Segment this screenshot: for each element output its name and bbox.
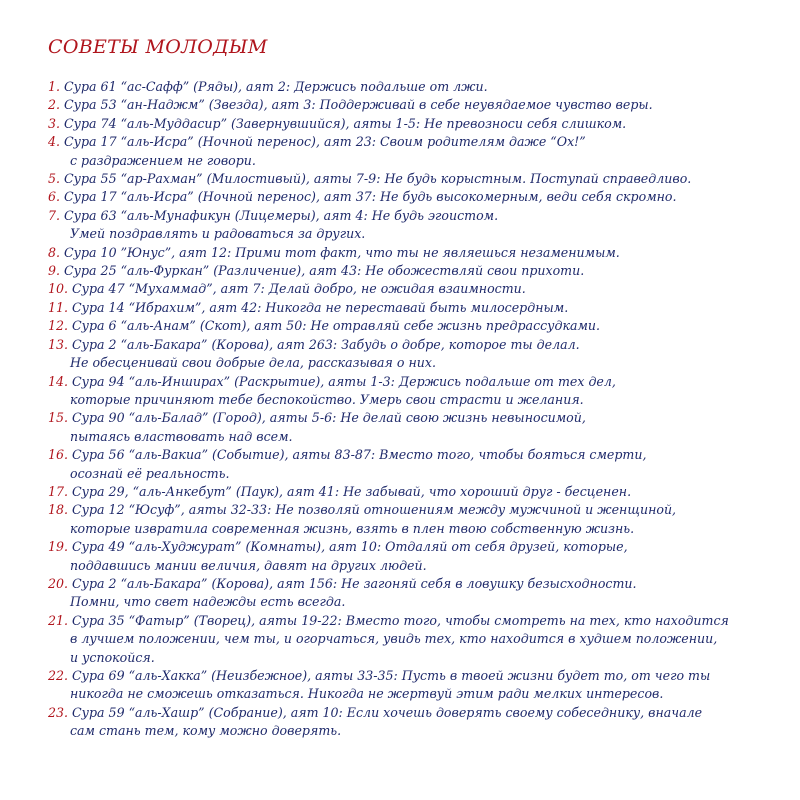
list-item-text: Сура 55 “ар-Рахман” (Милостивый), аяты 7-9: Не будь корыстным. Поступай справедливо. <box>64 171 692 187</box>
list-item-continuation <box>48 520 788 538</box>
list-item-line <box>48 446 788 464</box>
list-item-number: 18. <box>48 502 69 518</box>
list-item-number: 9. <box>48 263 61 279</box>
list-item-number: 5. <box>48 171 61 187</box>
list-item-line <box>48 115 788 133</box>
list-item-line <box>48 207 788 225</box>
list-item-number: 16. <box>48 447 69 463</box>
list-item-text: сам стань тем, кому можно доверять. <box>70 723 342 739</box>
list-item-text: в лучшем положении, чем ты, и огорчаться, увидь тех, кто находится в худшем положении, <box>70 631 718 647</box>
list-item-number: 12. <box>48 318 69 334</box>
list-item-number: 13. <box>48 336 69 352</box>
list-item-continuation <box>48 465 788 483</box>
page-title: СОВЕТЫ МОЛОДЫМ <box>48 36 268 58</box>
list-item-continuation <box>48 391 788 409</box>
list-item-continuation <box>48 225 788 243</box>
list-item-text: Сура 56 “аль-Вакиа” (Событие), аяты 83-87: Вместо того, чтобы бояться смерти, <box>72 447 647 463</box>
list-item-continuation <box>48 152 788 170</box>
list-item-line <box>48 133 788 151</box>
list-item-line <box>48 575 788 593</box>
list-item <box>48 612 788 667</box>
list-item-text: Сура 17 “аль-Исра” (Ночной перенос), аят 23: Своим родителям даже “Ох!” <box>64 134 586 150</box>
list-item-number: 2. <box>48 97 61 113</box>
list-item <box>48 483 788 501</box>
list-item-line <box>48 667 788 685</box>
list-item-text: Сура 12 “Юсуф”, аяты 32-33: Не позволяй отношениям между мужчиной и женщиной, <box>72 502 677 518</box>
list-item-text: Сура 94 “аль-Инширах” (Раскрытие), аяты 1-3: Держись подальше от тех дел, <box>72 373 616 389</box>
list-item-text: с раздражением не говори. <box>70 152 256 168</box>
list-item <box>48 667 788 704</box>
list-item <box>48 336 788 373</box>
list-item <box>48 207 788 244</box>
list-item-continuation <box>48 685 788 703</box>
list-item-number: 7. <box>48 207 61 223</box>
list-item-text: Сура 2 “аль-Бакара” (Корова), аят 156: Не загоняй себя в ловушку безысходности. <box>72 575 637 591</box>
list-item-line <box>48 78 788 96</box>
list-item-text: Сура 25 “аль-Фуркан” (Различение), аят 43: Не обожествляй свои прихоти. <box>64 263 585 279</box>
list-item-number: 8. <box>48 244 61 260</box>
list-item-number: 6. <box>48 189 61 205</box>
list-item-number: 3. <box>48 115 61 131</box>
list-item-line <box>48 188 788 206</box>
list-item <box>48 446 788 483</box>
list-item <box>48 133 788 170</box>
list-item <box>48 170 788 188</box>
list-item-continuation <box>48 649 788 667</box>
list-item-continuation <box>48 354 788 372</box>
list-item-number: 20. <box>48 575 69 591</box>
list-item <box>48 299 788 317</box>
list-item-number: 22. <box>48 668 69 683</box>
list-item-continuation <box>48 428 788 446</box>
list-item-text: которые причиняют тебе беспокойство. Умерь свои страсти и желания. <box>70 391 584 407</box>
list-item-continuation <box>48 557 788 575</box>
list-item <box>48 115 788 133</box>
list-item-line <box>48 612 788 630</box>
list-item-text: Сура 47 “Мухаммад”, аят 7: Делай добро, не ожидая взаимности. <box>72 281 526 297</box>
list-item-line <box>48 501 788 519</box>
list-item-text: Сура 49 “аль-Худжурат” (Комнаты), аят 10: Отдаляй от себя друзей, которые, <box>72 539 628 555</box>
list-item-line <box>48 483 788 501</box>
list-item-line <box>48 170 788 188</box>
list-item-number: 10. <box>48 281 69 297</box>
list-item-continuation <box>48 630 788 648</box>
list-item <box>48 538 788 575</box>
list-item-text: Сура 90 “аль-Балад” (Город), аяты 5-6: Не делай свою жизнь невыносимой, <box>72 410 586 426</box>
list-item-text: Сура 53 “ан-Наджм” (Звезда), аят 3: Поддерживай в себе неувядаемое чувство веры. <box>64 97 653 113</box>
list-item-text: Сура 17 “аль-Исра” (Ночной перенос), аят 37: Не будь высокомерным, веди себя скромно. <box>64 189 677 205</box>
list-item-line <box>48 704 788 722</box>
list-item <box>48 704 788 741</box>
list-item-line <box>48 299 788 317</box>
list-item-text: поддавшись мании величия, давят на других людей. <box>70 557 427 573</box>
list-item-text: Помни, что свет надежды есть всегда. <box>70 594 346 610</box>
list-item-text: и успокойся. <box>70 649 155 665</box>
list-item <box>48 188 788 206</box>
list-item-line <box>48 262 788 280</box>
list-item <box>48 262 788 280</box>
list-item-text: Сура 59 “аль-Хашр” (Собрание), аят 10: Если хочешь доверять своему собеседнику, вначале <box>72 704 703 720</box>
list-item <box>48 409 788 446</box>
list-item-text: никогда не сможешь отказаться. Никогда не жертвуй этим ради мелких интересов. <box>70 686 664 702</box>
list-item-line <box>48 317 788 335</box>
list-item <box>48 317 788 335</box>
list-item <box>48 575 788 612</box>
list-item-number: 17. <box>48 483 69 499</box>
list-item <box>48 501 788 538</box>
list-item-text: Сура 63 “аль-Мунафикун (Лицемеры), аят 4: Не будь эгоистом. <box>64 207 499 223</box>
list-item-text: которые извратила современная жизнь, взять в плен твою собственную жизнь. <box>70 520 635 536</box>
list-item-continuation <box>48 593 788 611</box>
list-item-text: Сура 10 ”Юнус”, аят 12: Прими тот факт, что ты не являешься незаменимым. <box>64 244 620 260</box>
list-item-line <box>48 244 788 262</box>
list-item-line <box>48 96 788 114</box>
list-item-text: Умей поздравлять и радоваться за других. <box>70 226 366 242</box>
list-item-text: Сура 2 “аль-Бакара” (Корова), аят 263: Забудь о добре, которое ты делал. <box>72 336 580 352</box>
list-item-line <box>48 373 788 391</box>
list-item-number: 19. <box>48 539 69 555</box>
list-item-number: 14. <box>48 373 69 389</box>
list-item-text: Не обесценивай свои добрые дела, рассказывая о них. <box>70 355 436 371</box>
list-item-number: 21. <box>48 612 69 628</box>
list-item-text: Сура 29, “аль-Анкебут” (Паук), аят 41: Не забывай, что хороший друг - бесценен. <box>72 483 632 499</box>
list-item <box>48 280 788 298</box>
list-item-text: осознай её реальность. <box>70 465 230 481</box>
list-item <box>48 78 788 96</box>
list-item-text: Сура 61 “ас-Сафф” (Ряды), аят 2: Держись подальше от лжи. <box>64 79 488 94</box>
list-item-number: 1. <box>48 79 61 94</box>
list-item-number: 4. <box>48 134 61 150</box>
list-item-text: Сура 6 “аль-Анам” (Скот), аят 50: Не отравляй себе жизнь предрассудками. <box>72 318 601 334</box>
list-item-line <box>48 280 788 298</box>
list-item-continuation <box>48 722 788 740</box>
advice-list <box>48 78 788 741</box>
list-item-text: Сура 35 “Фатыр” (Творец), аяты 19-22: Вместо того, чтобы смотреть на тех, кто находится <box>72 612 729 628</box>
list-item <box>48 96 788 114</box>
list-item-text: Сура 14 “Ибрахим”, аят 42: Никогда не переставай быть милосердным. <box>72 299 569 315</box>
list-item-line <box>48 336 788 354</box>
list-item-line <box>48 409 788 427</box>
list-item-text: Сура 69 “аль-Хакка” (Неизбежное), аяты 33-35: Пусть в твоей жизни будет то, от чего ты <box>72 668 711 683</box>
list-item <box>48 373 788 410</box>
list-item-text: пытаясь властвовать над всем. <box>70 428 293 444</box>
list-item-text: Сура 74 “аль-Муддасир” (Завернувшийся), аяты 1-5: Не превозноси себя слишком. <box>64 115 627 131</box>
list-item-number: 11. <box>48 299 69 315</box>
list-item-line <box>48 538 788 556</box>
list-item-number: 23. <box>48 704 69 720</box>
list-item-number: 15. <box>48 410 69 426</box>
list-item <box>48 244 788 262</box>
